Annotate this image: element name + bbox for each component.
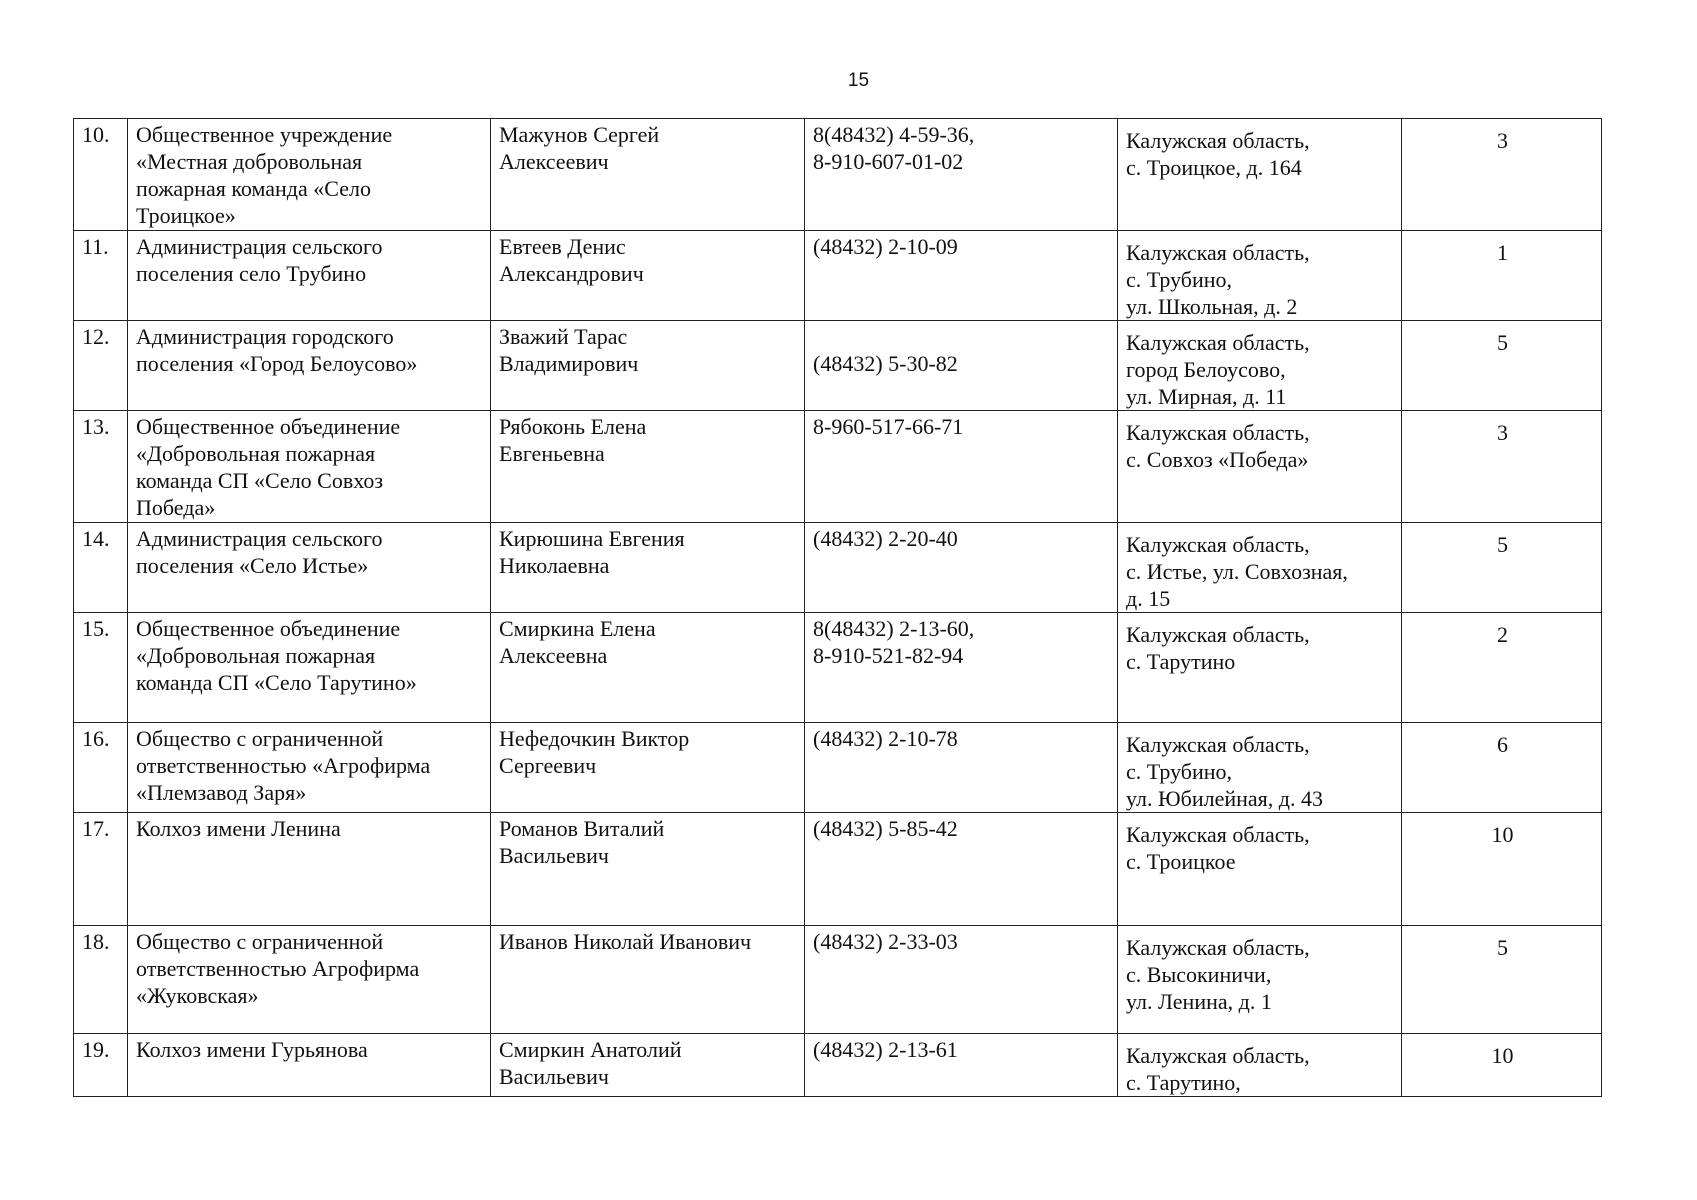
organization-name bbox=[128, 723, 491, 813]
address bbox=[1118, 321, 1402, 411]
organization-name-line: Победа» bbox=[136, 495, 216, 520]
row-number: 16. bbox=[74, 723, 128, 813]
head-name-line: Васильевич bbox=[499, 1064, 609, 1089]
phone-number-line: 8-910-607-01-02 bbox=[813, 149, 964, 174]
address bbox=[1118, 813, 1402, 926]
head-name-line: Васильевич bbox=[499, 843, 609, 868]
row-number: 17. bbox=[74, 813, 128, 926]
head-name-line: Алексеевич bbox=[499, 149, 609, 174]
phone-number-line: 8(48432) 4-59-36, bbox=[813, 122, 975, 147]
address bbox=[1118, 926, 1402, 1034]
head-name-line: Владимирович bbox=[499, 351, 639, 376]
address-line: д. 15 bbox=[1126, 586, 1171, 611]
organization-name-line: «Местная добровольная bbox=[136, 149, 363, 174]
head-name-line: Смиркин Анатолий bbox=[499, 1037, 682, 1062]
address bbox=[1118, 613, 1402, 723]
phone-number-line: (48432) 5-85-42 bbox=[813, 816, 958, 841]
table-row bbox=[74, 119, 1602, 231]
organization-name-line: пожарная команда «Село bbox=[136, 176, 371, 201]
row-number: 18. bbox=[74, 926, 128, 1034]
address-line: с. Совхоз «Победа» bbox=[1126, 447, 1309, 472]
organization-name-line: Общество с ограниченной bbox=[136, 929, 384, 954]
head-name bbox=[491, 723, 805, 813]
organization-name bbox=[128, 1034, 491, 1097]
head-name-line: Зважий Тарас bbox=[499, 324, 628, 349]
organization-name-line: Общество с ограниченной bbox=[136, 726, 384, 751]
staff-count: 2 bbox=[1402, 613, 1602, 723]
address bbox=[1118, 411, 1402, 523]
phone-number bbox=[805, 119, 1118, 231]
staff-count: 3 bbox=[1402, 411, 1602, 523]
head-name-line: Кирюшина Евгения bbox=[499, 526, 685, 551]
head-name-line: Нефедочкин Виктор bbox=[499, 726, 690, 751]
address-line: Калужская область, bbox=[1126, 935, 1310, 960]
head-name-line: Евтеев Денис bbox=[499, 234, 626, 259]
organization-name bbox=[128, 613, 491, 723]
staff-count: 10 bbox=[1402, 1034, 1602, 1097]
table-row bbox=[74, 321, 1602, 411]
phone-number-line: (48432) 2-20-40 bbox=[813, 526, 958, 551]
address-line: с. Троицкое bbox=[1126, 849, 1236, 874]
head-name bbox=[491, 411, 805, 523]
organization-name-line: Администрация сельского bbox=[136, 234, 383, 259]
organization-name-line: поселения «Село Истье» bbox=[136, 553, 369, 578]
address-line: Калужская область, bbox=[1126, 822, 1310, 847]
address-line: Калужская область, bbox=[1126, 420, 1310, 445]
head-name bbox=[491, 119, 805, 231]
phone-number-line: (48432) 2-10-78 bbox=[813, 726, 958, 751]
address-line: Калужская область, bbox=[1126, 532, 1310, 557]
phone-number bbox=[805, 926, 1118, 1034]
head-name bbox=[491, 813, 805, 926]
address bbox=[1118, 723, 1402, 813]
organization-name bbox=[128, 119, 491, 231]
address-line: с. Истье, ул. Совхозная, bbox=[1126, 559, 1348, 584]
address-line: ул. Юбилейная, д. 43 bbox=[1126, 786, 1323, 811]
organization-name-line: Общественное учреждение bbox=[136, 122, 393, 147]
address bbox=[1118, 523, 1402, 613]
row-number: 14. bbox=[74, 523, 128, 613]
row-number: 11. bbox=[74, 231, 128, 321]
address bbox=[1118, 1034, 1402, 1097]
organization-name bbox=[128, 411, 491, 523]
head-name-line: Александрович bbox=[499, 261, 644, 286]
table-body bbox=[74, 119, 1602, 1097]
address-line: с. Тарутино, bbox=[1126, 1070, 1241, 1095]
organizations-table bbox=[73, 118, 1602, 1097]
row-number: 12. bbox=[74, 321, 128, 411]
table-row bbox=[74, 1034, 1602, 1097]
row-number: 15. bbox=[74, 613, 128, 723]
head-name bbox=[491, 926, 805, 1034]
head-name-line: Иванов Николай Иванович bbox=[499, 929, 752, 954]
table-row bbox=[74, 613, 1602, 723]
organization-name-line: «Добровольная пожарная bbox=[136, 441, 376, 466]
head-name-line: Николаевна bbox=[499, 553, 610, 578]
table-row bbox=[74, 231, 1602, 321]
address-line: с. Трубино, bbox=[1126, 267, 1233, 292]
phone-number-line: (48432) 2-13-61 bbox=[813, 1037, 958, 1062]
organization-name-line: ответственностью «Агрофирма bbox=[136, 753, 431, 778]
phone-number bbox=[805, 813, 1118, 926]
head-name-line: Сергеевич bbox=[499, 753, 597, 778]
organization-name-line: поселения село Трубино bbox=[136, 261, 367, 286]
head-name bbox=[491, 613, 805, 723]
organization-name-line: поселения «Город Белоусово» bbox=[136, 351, 418, 376]
phone-number-line bbox=[813, 323, 1111, 350]
phone-number bbox=[805, 321, 1118, 411]
organization-name bbox=[128, 813, 491, 926]
address-line: с. Тарутино bbox=[1126, 649, 1236, 674]
address-line: ул. Школьная, д. 2 bbox=[1126, 294, 1298, 319]
row-number: 19. bbox=[74, 1034, 128, 1097]
phone-number-line: 8-960-517-66-71 bbox=[813, 414, 964, 439]
organization-name-line: команда СП «Село Тарутино» bbox=[136, 670, 417, 695]
row-number: 13. bbox=[74, 411, 128, 523]
staff-count: 5 bbox=[1402, 926, 1602, 1034]
table-row bbox=[74, 411, 1602, 523]
organization-name-line: Общественное объединение bbox=[136, 616, 401, 641]
head-name-line: Евгеньевна bbox=[499, 441, 605, 466]
organization-name-line: «Жуковская» bbox=[136, 983, 259, 1008]
organization-name bbox=[128, 926, 491, 1034]
address-line: ул. Ленина, д. 1 bbox=[1126, 989, 1272, 1014]
phone-number-line: 8-910-521-82-94 bbox=[813, 643, 964, 668]
staff-count: 1 bbox=[1402, 231, 1602, 321]
organization-name-line: Администрация сельского bbox=[136, 526, 383, 551]
organization-name-line: «Добровольная пожарная bbox=[136, 643, 376, 668]
page-number: 15 bbox=[847, 70, 870, 91]
organization-name bbox=[128, 231, 491, 321]
address-line: Калужская область, bbox=[1126, 128, 1310, 153]
address-line: Калужская область, bbox=[1126, 622, 1310, 647]
organization-name-line: Троицкое» bbox=[136, 203, 236, 228]
phone-number-line: (48432) 2-10-09 bbox=[813, 234, 958, 259]
table-row bbox=[74, 523, 1602, 613]
table-row bbox=[74, 723, 1602, 813]
organization-name-line: Колхоз имени Ленина bbox=[136, 816, 341, 841]
phone-number bbox=[805, 723, 1118, 813]
phone-number bbox=[805, 231, 1118, 321]
address-line: с. Трубино, bbox=[1126, 759, 1233, 784]
address-line: ул. Мирная, д. 11 bbox=[1126, 384, 1287, 409]
phone-number bbox=[805, 411, 1118, 523]
phone-number-line: (48432) 5-30-82 bbox=[813, 351, 958, 376]
organization-name-line: Администрация городского bbox=[136, 324, 394, 349]
head-name-line: Смиркина Елена bbox=[499, 616, 656, 641]
organization-name-line: Колхоз имени Гурьянова bbox=[136, 1037, 368, 1062]
address bbox=[1118, 231, 1402, 321]
phone-number-line: (48432) 2-33-03 bbox=[813, 929, 958, 954]
staff-count: 5 bbox=[1402, 523, 1602, 613]
organization-name bbox=[128, 523, 491, 613]
head-name-line: Алексеевна bbox=[499, 643, 608, 668]
phone-number-line: 8(48432) 2-13-60, bbox=[813, 616, 975, 641]
staff-count: 5 bbox=[1402, 321, 1602, 411]
address-line: Калужская область, bbox=[1126, 240, 1310, 265]
head-name-line: Романов Виталий bbox=[499, 816, 665, 841]
head-name bbox=[491, 1034, 805, 1097]
head-name bbox=[491, 523, 805, 613]
head-name bbox=[491, 321, 805, 411]
address-line: с. Троицкое, д. 164 bbox=[1126, 155, 1302, 180]
organization-name-line: «Племзавод Заря» bbox=[136, 780, 307, 805]
row-number: 10. bbox=[74, 119, 128, 231]
organization-name-line: ответственностью Агрофирма bbox=[136, 956, 420, 981]
head-name bbox=[491, 231, 805, 321]
organization-name-line: Общественное объединение bbox=[136, 414, 401, 439]
phone-number bbox=[805, 613, 1118, 723]
staff-count: 10 bbox=[1402, 813, 1602, 926]
address-line: Калужская область, bbox=[1126, 732, 1310, 757]
phone-number bbox=[805, 1034, 1118, 1097]
head-name-line: Мажунов Сергей bbox=[499, 122, 660, 147]
phone-number bbox=[805, 523, 1118, 613]
table-row bbox=[74, 926, 1602, 1034]
address-line: с. Высокиничи, bbox=[1126, 962, 1272, 987]
address-line: Калужская область, bbox=[1126, 330, 1310, 355]
organization-name bbox=[128, 321, 491, 411]
address-line: Калужская область, bbox=[1126, 1043, 1310, 1068]
address-line: город Белоусово, bbox=[1126, 357, 1286, 382]
address bbox=[1118, 119, 1402, 231]
staff-count: 6 bbox=[1402, 723, 1602, 813]
staff-count: 3 bbox=[1402, 119, 1602, 231]
organization-name-line: команда СП «Село Совхоз bbox=[136, 468, 384, 493]
head-name-line: Рябоконь Елена bbox=[499, 414, 647, 439]
table-row bbox=[74, 813, 1602, 926]
